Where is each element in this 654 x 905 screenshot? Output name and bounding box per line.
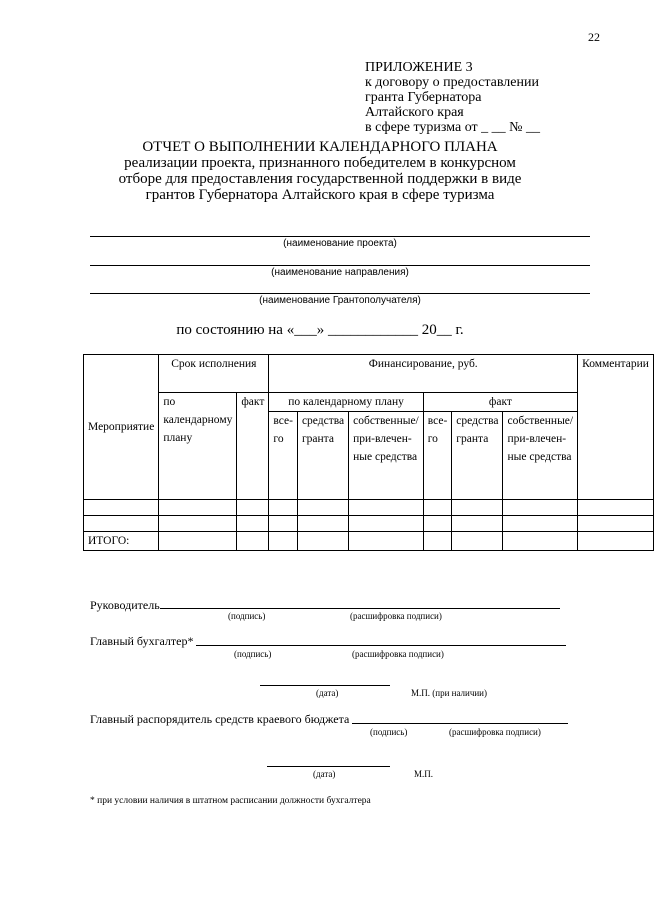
financing-table bbox=[83, 354, 654, 551]
header-comments: Комментарии bbox=[578, 355, 654, 500]
appendix-line: к договору о предоставлении bbox=[365, 75, 539, 90]
appendix-line: в сфере туризма от _ __ № __ bbox=[365, 120, 541, 135]
header-fact-own: собственные/при-влечен-ные средства bbox=[503, 412, 578, 500]
stamp-label: М.П. bbox=[414, 769, 434, 779]
budget-manager-signature-caption: (подпись) bbox=[370, 727, 408, 737]
header-fact-total: все-го bbox=[423, 412, 452, 500]
header-financing: Финансирование, руб. bbox=[269, 355, 578, 393]
title-heading: ОТЧЕТ О ВЫПОЛНЕНИИ КАЛЕНДАРНОГО ПЛАНА bbox=[142, 139, 498, 155]
budget-manager-decode-caption: (расшифровка подписи) bbox=[449, 727, 541, 737]
appendix-block bbox=[365, 60, 540, 135]
stamp-if-any: М.П. (при наличии) bbox=[411, 688, 487, 698]
date-caption: (дата) bbox=[316, 688, 339, 698]
recipient-name-line[interactable] bbox=[90, 293, 590, 294]
head-signature-caption: (подпись) bbox=[228, 611, 266, 621]
head-decode-caption: (расшифровка подписи) bbox=[350, 611, 442, 621]
header-term-fact: факт bbox=[237, 393, 269, 500]
chief-accountant-label: Главный бухгалтер* bbox=[90, 634, 194, 648]
appendix-line: Алтайского края bbox=[365, 105, 464, 120]
title-line: реализации проекта, признанного победителем в конкурсном bbox=[124, 155, 516, 171]
header-event: Мероприятие bbox=[84, 355, 159, 500]
chief-accountant-signature-caption: (подпись) bbox=[234, 649, 272, 659]
header-plan-total: все-го bbox=[269, 412, 298, 500]
date-line-2[interactable] bbox=[267, 766, 390, 767]
header-by-plan: по календарному плану bbox=[269, 393, 423, 412]
chief-accountant-decode-caption: (расшифровка подписи) bbox=[352, 649, 444, 659]
page-number: 22 bbox=[588, 30, 600, 44]
chief-accountant-signature-line[interactable] bbox=[196, 645, 566, 646]
direction-name-line[interactable] bbox=[90, 265, 590, 266]
header-plan-grant: средства гранта bbox=[297, 412, 348, 500]
report-title bbox=[0, 139, 640, 203]
table-row bbox=[84, 516, 654, 532]
header-fact-grant: средства гранта bbox=[452, 412, 503, 500]
budget-manager-label: Главный распорядитель средств краевого бюджета bbox=[90, 712, 350, 726]
total-row bbox=[84, 532, 654, 551]
recipient-name-caption: (наименование Грантополучателя) bbox=[259, 295, 421, 306]
head-label: Руководитель bbox=[90, 598, 160, 612]
appendix-line: гранта Губернатора bbox=[365, 90, 482, 105]
project-name-caption: (наименование проекта) bbox=[283, 238, 397, 249]
date-line[interactable] bbox=[260, 685, 390, 686]
header-term-plan: по календарному плану bbox=[159, 393, 237, 500]
header-plan-own: собственные/при-влечен-ные средства bbox=[349, 412, 424, 500]
budget-manager-signature-line[interactable] bbox=[352, 723, 568, 724]
date-caption-2: (дата) bbox=[313, 769, 336, 779]
header-fact: факт bbox=[423, 393, 577, 412]
header-term: Срок исполнения bbox=[159, 355, 269, 393]
head-signature-line[interactable] bbox=[160, 608, 560, 609]
direction-name-caption: (наименование направления) bbox=[271, 267, 409, 278]
title-line: грантов Губернатора Алтайского края в сфере туризма bbox=[145, 187, 495, 203]
project-name-line[interactable] bbox=[90, 236, 590, 237]
title-line: отборе для предоставления государственной поддержки в виде bbox=[118, 171, 522, 187]
appendix-line: ПРИЛОЖЕНИЕ 3 bbox=[365, 60, 473, 75]
as-of-date: по состоянию на «___» ____________ 20__ г. bbox=[176, 322, 464, 338]
footnote: * при условии наличия в штатном расписании должности бухгалтера bbox=[90, 796, 371, 806]
total-label: ИТОГО: bbox=[84, 532, 159, 551]
table-row bbox=[84, 500, 654, 516]
